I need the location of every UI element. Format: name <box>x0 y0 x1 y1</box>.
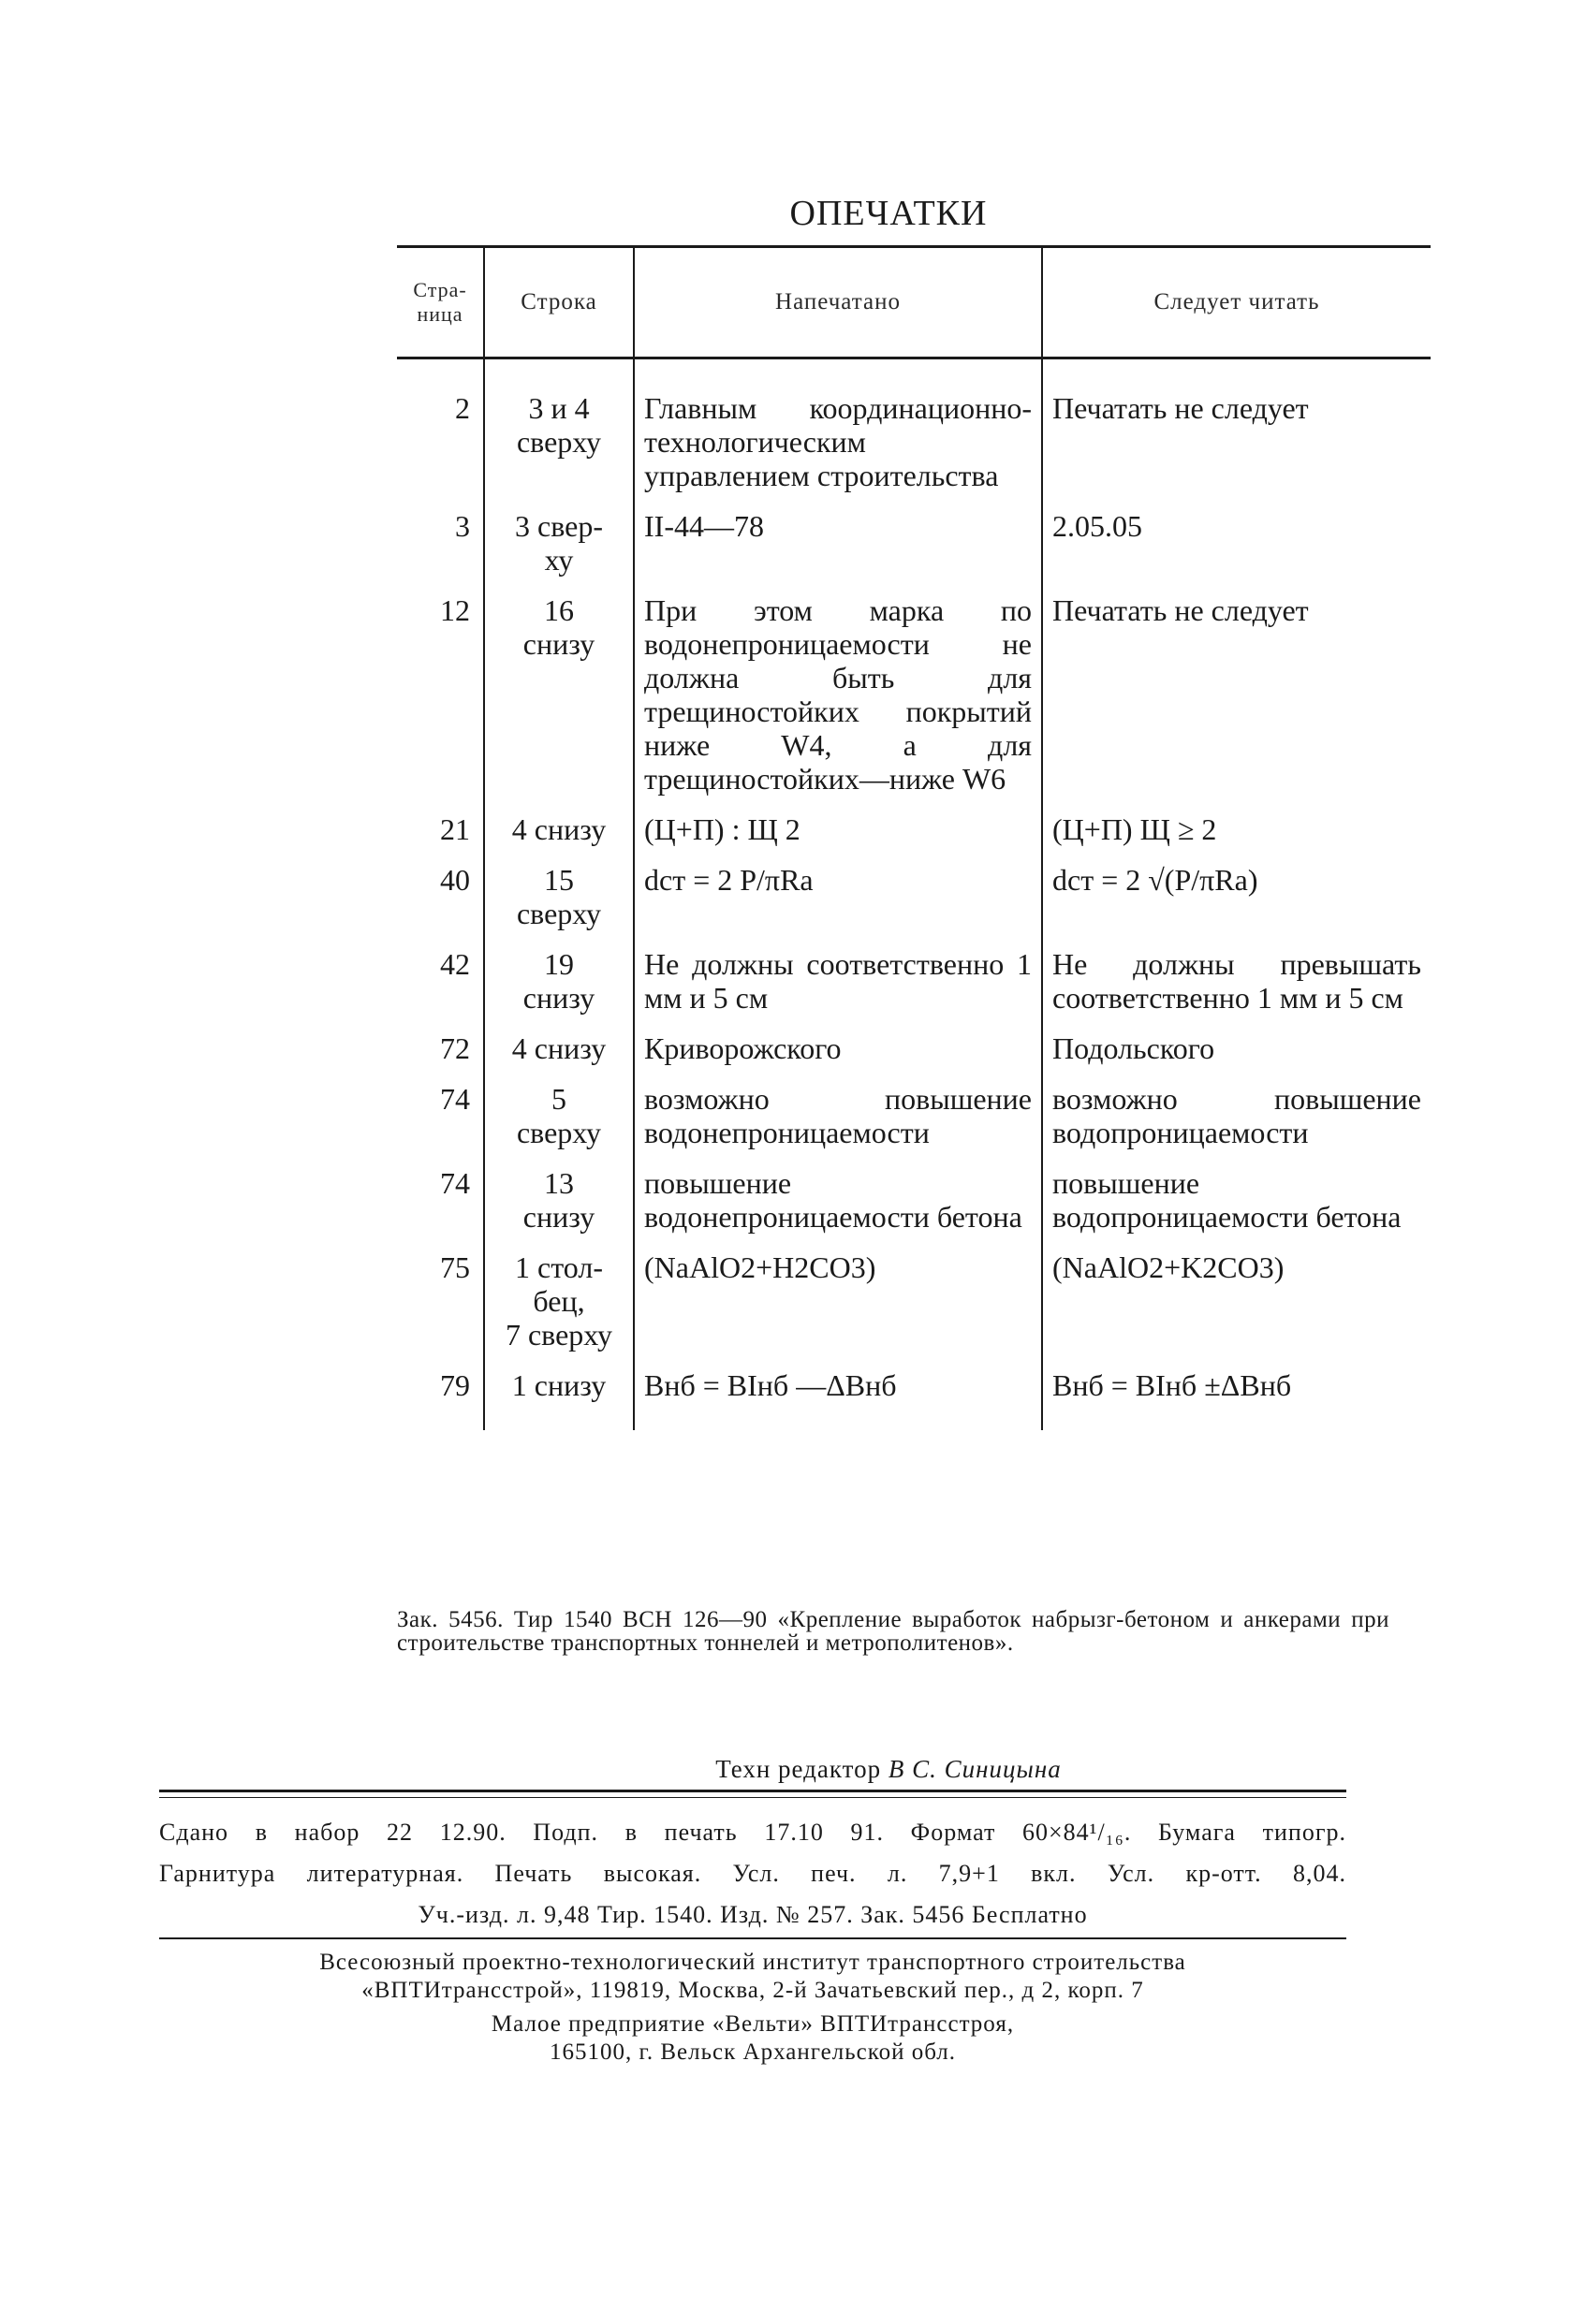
cell-printed: II-44—78 <box>634 505 1042 590</box>
cell-correct: Печатать не следует <box>1042 358 1431 506</box>
header-correct: Следует читать <box>1042 247 1431 358</box>
divider-rule-top <box>159 1790 1346 1792</box>
cell-printed-formula: Bнб = BIнб —ΔBнб <box>634 1365 1042 1430</box>
cell-line: 19 снизу <box>484 943 634 1028</box>
cell-page: 75 <box>440 1250 470 1284</box>
table-row <box>397 1028 1431 1078</box>
cell-printed: повышение водонепроницаемости бетона <box>634 1162 1042 1247</box>
cell-page: 74 <box>440 1082 470 1116</box>
cell-page: 79 <box>440 1368 470 1402</box>
divider-rule-bottom <box>159 1937 1346 1939</box>
cell-correct: Подольского <box>1042 1028 1431 1078</box>
cell-printed: (NaAlO2+H2CO3) <box>634 1247 1042 1365</box>
imprint-line-2: Гарнитура литературная. Печать высокая. Усл. печ. л. 7,9+1 вкл. Усл. кр-отт. 8,04. <box>159 1860 1346 1887</box>
table-row <box>397 1247 1431 1365</box>
cell-correct: (NaAlO2+K2CO3) <box>1042 1247 1431 1365</box>
cell-line: 4 снизу <box>484 1028 634 1078</box>
table-row <box>397 1162 1431 1247</box>
cell-printed-formula: dст = 2 P/πRа <box>634 859 1042 943</box>
cell-page: 12 <box>440 593 470 627</box>
errata-table <box>397 245 1431 1430</box>
table-row <box>397 1365 1431 1430</box>
cell-line: 1 снизу <box>484 1365 634 1430</box>
cell-printed: При этом марка по водонепроницаемости не должна быть для трещиностойких покрытий ниже W4, а для трещиностойких—ниже W6 <box>634 590 1042 809</box>
table-header-row <box>397 247 1431 358</box>
cell-line: 3 и 4 сверху <box>484 358 634 506</box>
table-row <box>397 358 1431 506</box>
cell-page: 3 <box>455 509 470 543</box>
cell-line: 1 стол- бец, 7 сверху <box>484 1247 634 1365</box>
cell-correct: повышение водопроницаемости бетона <box>1042 1162 1431 1247</box>
cell-printed: возможно повышение водонепроницаемости <box>634 1078 1042 1162</box>
page-title: ОПЕЧАТКИ <box>789 194 988 233</box>
cell-page: 2 <box>455 391 470 425</box>
table-row <box>397 859 1431 943</box>
publisher-block <box>159 1949 1346 2005</box>
order-footnote: Зак. 5456. Тир 1540 ВСН 126—90 «Крепление выработок набрызг-бетоном и анкерами при строительстве транспортных тоннелей и метрополитенов». <box>397 1607 1389 1656</box>
imprint-line-1: Сдано в набор 22 12.90. Подп. в печать 17.10 91. Формат 60×84¹/₁₆. Бумага типогр. <box>159 1819 1346 1846</box>
printer-block <box>159 2010 1346 2067</box>
printer-line-2: 165100, г. Вельск Архангельской обл. <box>549 2039 957 2065</box>
imprint-block <box>159 1812 1346 1936</box>
tech-editor-name: В С. Синицына <box>888 1755 1062 1783</box>
cell-page: 42 <box>440 947 470 981</box>
cell-correct-formula: dст = 2 √(P/πRа) <box>1042 859 1431 943</box>
cell-correct: Печатать не следует <box>1042 590 1431 809</box>
table-row <box>397 943 1431 1028</box>
printer-line-1: Малое предприятие «Вельти» ВПТИтрансстроя, <box>491 2011 1015 2037</box>
imprint-line-3: Уч.-изд. л. 9,48 Тир. 1540. Изд. № 257. Зак. 5456 Бесплатно <box>418 1901 1088 1928</box>
cell-line: 13 снизу <box>484 1162 634 1247</box>
cell-page: 40 <box>440 863 470 897</box>
cell-line: 15 сверху <box>484 859 634 943</box>
cell-page: 74 <box>440 1166 470 1200</box>
divider-rule-top-thin <box>159 1797 1346 1798</box>
tech-editor-label: Техн редактор <box>715 1755 882 1783</box>
cell-page: 72 <box>440 1031 470 1065</box>
table-row <box>397 590 1431 809</box>
table-row <box>397 809 1431 859</box>
header-page: Стра- ница <box>397 247 484 358</box>
cell-correct: возможно повышение водопроницаемости <box>1042 1078 1431 1162</box>
header-printed: Напечатано <box>634 247 1042 358</box>
cell-line: 16 снизу <box>484 590 634 809</box>
cell-printed: Главным координационно-технологическим управлением строительства <box>634 358 1042 506</box>
publisher-line-1: Всесоюзный проектно-технологический институт транспортного строительства <box>319 1950 1186 1975</box>
table-row <box>397 1078 1431 1162</box>
cell-line: 4 снизу <box>484 809 634 859</box>
cell-correct-formula: Bнб = BIнб ±ΔBнб <box>1042 1365 1431 1430</box>
cell-line: 5 сверху <box>484 1078 634 1162</box>
header-line: Строка <box>484 247 634 358</box>
cell-correct: (Ц+П) Щ ≥ 2 <box>1042 809 1431 859</box>
cell-printed: Криворожского <box>634 1028 1042 1078</box>
cell-correct: 2.05.05 <box>1042 505 1431 590</box>
cell-correct: Не должны превышать соответственно 1 мм и 5 см <box>1042 943 1431 1028</box>
table-row <box>397 505 1431 590</box>
cell-page: 21 <box>440 812 470 846</box>
publisher-line-2: «ВПТИтрансстрой», 119819, Москва, 2-й Зачатьевский пер., д 2, корп. 7 <box>361 1978 1144 2003</box>
cell-printed: (Ц+П) : Щ 2 <box>634 809 1042 859</box>
tech-editor-credit <box>397 1755 1380 1784</box>
cell-printed: Не должны соответственно 1 мм и 5 см <box>634 943 1042 1028</box>
cell-line: 3 свер- ху <box>484 505 634 590</box>
